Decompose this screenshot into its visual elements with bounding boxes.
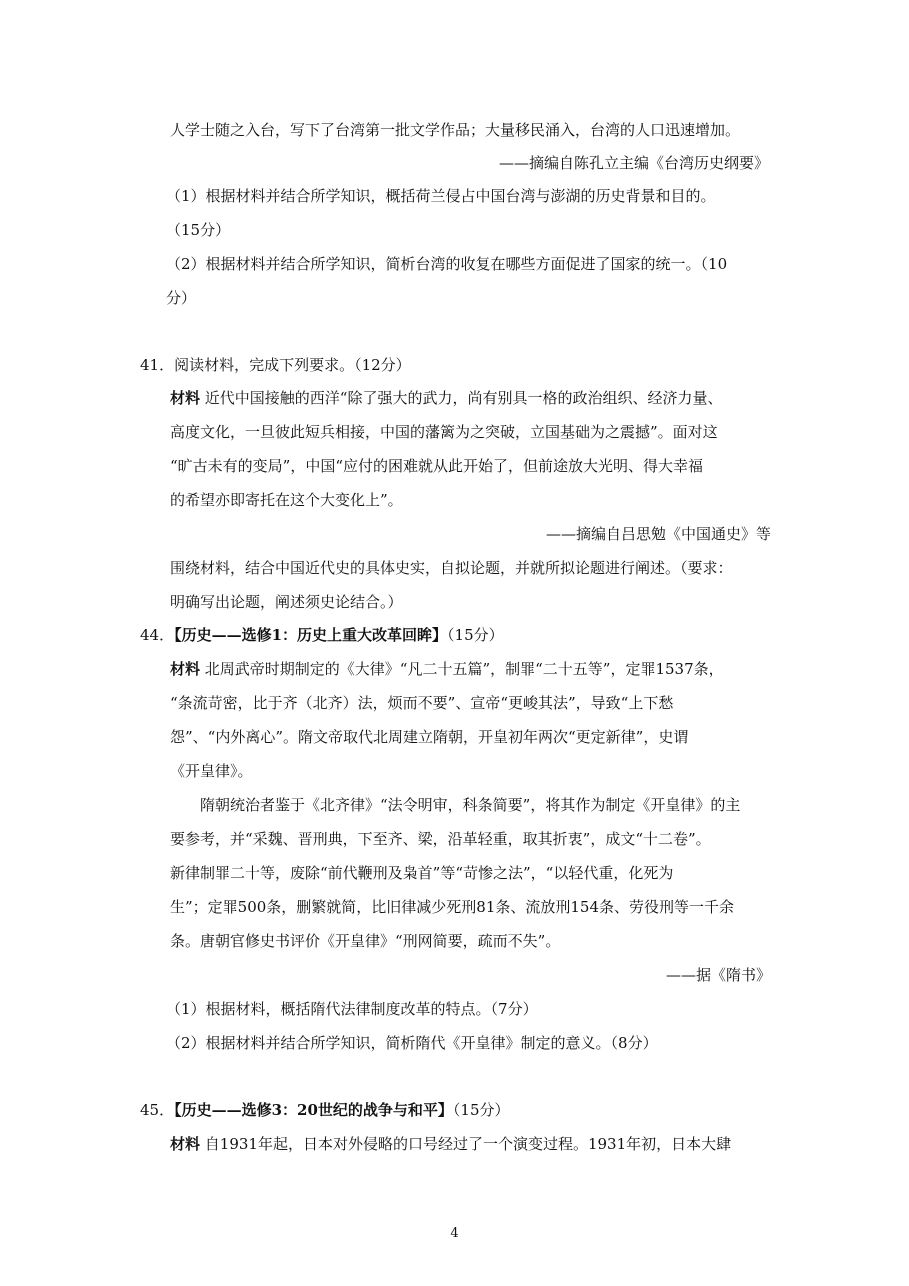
q41-source: ——摘编自吕思勉《中国通史》等 <box>545 525 771 543</box>
q44-para2-line2: 要参考，并“采魏、晋刑典，下至齐、梁，沿革轻重，取其折衷”，成文“十二卷”。 <box>170 830 711 848</box>
q40-sub2-line1: （2）根据材料并结合所学知识，简析台湾的收复在哪些方面促进了国家的统一。（10 <box>166 255 728 273</box>
q45-score: （15分） <box>452 1101 510 1119</box>
q44-material-line4: 《开皇律》。 <box>170 762 253 780</box>
q41-material-line1 <box>170 388 722 408</box>
q44-sub2: （2）根据材料并结合所学知识，简析隋代《开皇律》制定的意义。（8分） <box>166 1034 658 1052</box>
material-text: 北周武帝时期制定的《大律》“凡二十五篇”，制罪“二十五等”，定罪1537条， <box>204 660 724 678</box>
q40-sub1-line1: （1）根据材料并结合所学知识，概括荷兰侵占中国台湾与澎湖的历史背景和目的。 <box>166 187 716 205</box>
q44-material-line1 <box>170 659 724 679</box>
q44-source: ——据《隋书》 <box>665 966 771 984</box>
page-number: 4 <box>450 1226 459 1241</box>
q45-heading <box>140 1100 510 1120</box>
q41-material-line4: 的希望亦即寄托在这个大变化上”。 <box>170 491 403 509</box>
q41-material-line2: 高度文化，一旦彼此短兵相接，中国的藩篱为之突破，立国基础为之震撼”。面对这 <box>170 423 718 441</box>
q41-task-line1: 围绕材料，结合中国近代史的具体史实，自拟论题，并就所拟论题进行阐述。（要求： <box>170 559 733 577</box>
q41-material-line3: “旷古未有的变局”，中国“应付的困难就从此开始了，但前途放大光明、得大幸福 <box>170 457 704 475</box>
q44-number: 44． <box>140 626 175 644</box>
q44-score: （15分） <box>447 626 504 644</box>
material-40-source: ——摘编自陈孔立主编《台湾历史纲要》 <box>498 154 769 172</box>
q44-material-line3: 怨”、“内外离心”。隋文帝取代北周建立隋朝，开皇初年两次“更定新律”，史谓 <box>170 728 689 746</box>
material-text: 近代中国接触的西洋“除了强大的武力，尚有别具一格的政治组织、经济力量、 <box>204 389 723 407</box>
q44-para2-line1: 隋朝统治者鉴于《北齐律》“法令明审，科条简要”，将其作为制定《开皇律》的主 <box>200 796 741 814</box>
material-label: 材料 <box>170 1135 201 1153</box>
q45-material-line1 <box>170 1134 731 1154</box>
q44-heading <box>140 625 504 645</box>
material-40-tail-line: 人学士随之入台，写下了台湾第一批文学作品；大量移民涌入，台湾的人口迅速增加。 <box>170 121 741 139</box>
q44-material-line2: “条流苛密，比于齐（北齐）法，烦而不要”、宣帝“更峻其法”，导致“上下愁 <box>170 694 674 712</box>
material-label: 材料 <box>170 389 201 407</box>
q44-para2-line5: 条。唐朝官修史书评价《开皇律》“刑网简要，疏而不失”。 <box>170 932 561 950</box>
material-label: 材料 <box>170 660 201 678</box>
q44-para2-line3: 新律制罪二十等，废除“前代鞭刑及枭首”等“苛惨之法”，“以轻代重，化死为 <box>170 864 674 882</box>
q44-title: 【历史——选修1：历史上重大改革回眸】 <box>174 626 448 644</box>
q41-heading: 41．阅读材料，完成下列要求。（12分） <box>140 356 411 374</box>
q40-sub2-line2: 分） <box>166 289 197 307</box>
q45-title: 【历史——选修3：20世纪的战争与和平】 <box>174 1101 453 1119</box>
q45-number: 45． <box>140 1101 175 1119</box>
material-text: 自1931年起，日本对外侵略的口号经过了一个演变过程。1931年初，日本大肆 <box>204 1135 732 1153</box>
q44-sub1: （1）根据材料，概括隋代法律制度改革的特点。（7分） <box>166 1000 538 1018</box>
q44-para2-line4: 生”；定罪500条，删繁就简，比旧律减少死刑81条、流放刑154条、劳役刑等一千余 <box>170 898 735 916</box>
q41-task-line2: 明确写出论题，阐述须史论结合。） <box>170 593 403 611</box>
q40-sub1-line2: （15分） <box>166 221 231 239</box>
